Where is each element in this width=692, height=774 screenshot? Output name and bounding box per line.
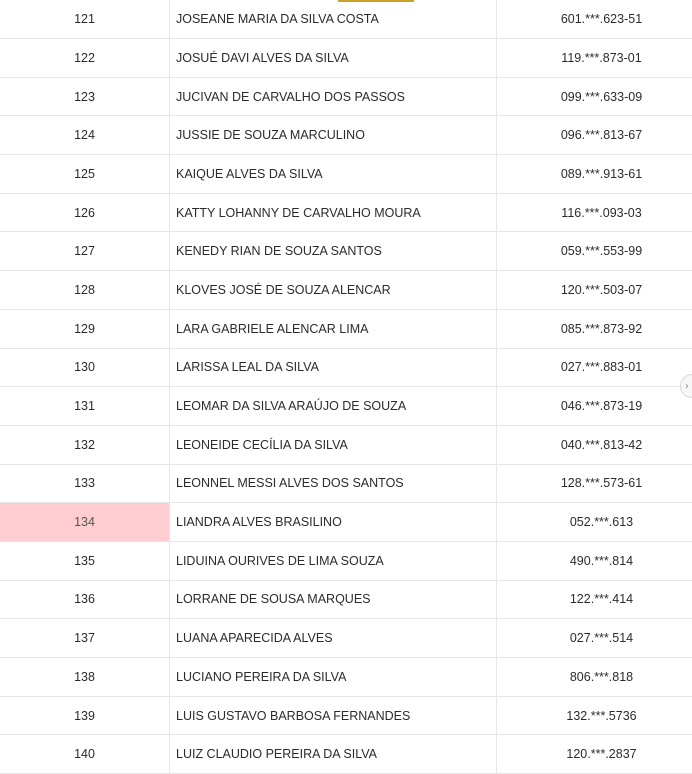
- name-cell: [169, 426, 496, 464]
- document-cell: [496, 426, 692, 464]
- document-cell: [496, 271, 692, 309]
- table-row: [0, 503, 692, 542]
- row-number-cell: [0, 735, 169, 773]
- row-number-cell: [0, 271, 169, 309]
- document-cell: [496, 232, 692, 270]
- document-cell: [496, 581, 692, 619]
- document-cell: [496, 310, 692, 348]
- masked-cpf: 132.***.5736: [566, 708, 637, 723]
- table-row: [0, 349, 692, 388]
- masked-cpf: 099.***.633-09: [560, 89, 643, 104]
- person-name: LUCIANO PEREIRA DA SILVA: [176, 669, 347, 684]
- row-number-cell: [0, 349, 169, 387]
- document-cell: [496, 697, 692, 735]
- masked-cpf: 027.***.883-01: [560, 360, 643, 375]
- masked-cpf: 085.***.873-92: [560, 321, 643, 336]
- masked-cpf: 116.***.093-03: [561, 205, 642, 220]
- row-number: 139: [74, 708, 95, 723]
- document-cell: [496, 387, 692, 425]
- row-number-cell: [0, 194, 169, 232]
- row-number-cell: [0, 426, 169, 464]
- name-cell: [169, 116, 496, 154]
- masked-cpf: 089.***.913-61: [560, 166, 643, 181]
- name-cell: [169, 465, 496, 503]
- person-name: LEONEIDE CECÍLIA DA SILVA: [176, 437, 348, 452]
- person-name: LIANDRA ALVES BRASILINO: [176, 515, 342, 530]
- person-name: KLOVES JOSÉ DE SOUZA ALENCAR: [176, 282, 391, 297]
- person-name: LUIZ CLAUDIO PEREIRA DA SILVA: [176, 747, 377, 762]
- row-number-cell: [0, 116, 169, 154]
- masked-cpf: 128.***.573-61: [560, 476, 643, 491]
- row-number: 136: [74, 592, 95, 607]
- person-name: KATTY LOHANNY DE CARVALHO MOURA: [176, 205, 421, 220]
- person-name: LORRANE DE SOUSA MARQUES: [176, 592, 371, 607]
- row-number: 133: [74, 476, 95, 491]
- masked-cpf: 046.***.873-19: [560, 399, 643, 414]
- person-name: LARISSA LEAL DA SILVA: [176, 360, 319, 375]
- name-cell: [169, 0, 496, 38]
- row-number-cell: [0, 387, 169, 425]
- masked-cpf: 027.***.514: [569, 631, 634, 646]
- person-name: LUANA APARECIDA ALVES: [176, 631, 333, 646]
- masked-cpf: 052.***.613: [569, 515, 634, 530]
- document-cell: [496, 39, 692, 77]
- row-number: 132: [74, 437, 95, 452]
- row-number-cell: [0, 619, 169, 657]
- name-cell: [169, 155, 496, 193]
- table-row: [0, 39, 692, 78]
- masked-cpf: 120.***.503-07: [560, 282, 643, 297]
- row-number: 137: [74, 631, 95, 646]
- person-name: JUCIVAN DE CARVALHO DOS PASSOS: [176, 89, 405, 104]
- table-row: [0, 155, 692, 194]
- table-row: [0, 116, 692, 155]
- table-row: [0, 465, 692, 504]
- table-row: [0, 310, 692, 349]
- name-cell: [169, 735, 496, 773]
- row-number: 135: [74, 553, 95, 568]
- name-cell: [169, 194, 496, 232]
- masked-cpf: 601.***.623-51: [560, 12, 643, 26]
- masked-cpf: 096.***.813-67: [560, 128, 643, 143]
- masked-cpf: 490.***.814: [569, 553, 634, 568]
- name-cell: [169, 78, 496, 116]
- document-cell: [496, 155, 692, 193]
- name-cell: [169, 232, 496, 270]
- document-cell: [496, 658, 692, 696]
- name-cell: [169, 697, 496, 735]
- person-name: LEONNEL MESSI ALVES DOS SANTOS: [176, 476, 404, 491]
- table-row: [0, 542, 692, 581]
- name-cell: [169, 619, 496, 657]
- row-number: 124: [74, 128, 95, 143]
- chevron-right-icon[interactable]: ›: [680, 374, 692, 398]
- person-name: LEOMAR DA SILVA ARAÚJO DE SOUZA: [176, 399, 407, 414]
- name-cell: [169, 310, 496, 348]
- document-cell: [496, 116, 692, 154]
- person-name: KAIQUE ALVES DA SILVA: [176, 166, 323, 181]
- row-number-cell: [0, 155, 169, 193]
- person-name: KENEDY RIAN DE SOUZA SANTOS: [176, 244, 382, 259]
- document-cell: [496, 349, 692, 387]
- table-row: [0, 697, 692, 736]
- row-number: 130: [74, 360, 95, 375]
- document-cell: [496, 735, 692, 773]
- masked-cpf: 806.***.818: [569, 669, 634, 684]
- table-row: [0, 0, 692, 39]
- table-row: [0, 581, 692, 620]
- masked-cpf: 122.***.414: [569, 592, 634, 607]
- table-row: [0, 232, 692, 271]
- person-name: JOSEANE MARIA DA SILVA COSTA: [176, 12, 379, 26]
- row-number-cell: [0, 0, 169, 38]
- row-number-cell: [0, 39, 169, 77]
- row-number: 127: [74, 244, 95, 259]
- person-name: LIDUINA OURIVES DE LIMA SOUZA: [176, 553, 384, 568]
- person-name: JUSSIE DE SOUZA MARCULINO: [176, 128, 365, 143]
- row-number-cell: [0, 232, 169, 270]
- row-number: 129: [74, 321, 95, 336]
- table-row: [0, 387, 692, 426]
- person-name: JOSUÉ DAVI ALVES DA SILVA: [176, 50, 349, 65]
- row-number-cell: [0, 78, 169, 116]
- person-name: LARA GABRIELE ALENCAR LIMA: [176, 321, 369, 336]
- row-number: 134: [74, 515, 95, 530]
- row-number-cell: [0, 310, 169, 348]
- document-cell: [496, 503, 692, 541]
- row-number: 121: [74, 12, 95, 26]
- table-row: [0, 735, 692, 774]
- row-number: 131: [74, 399, 95, 414]
- masked-cpf: 120.***.2837: [566, 747, 637, 762]
- document-cell: [496, 194, 692, 232]
- row-number: 122: [74, 50, 95, 65]
- document-cell: [496, 78, 692, 116]
- document-cell: [496, 0, 692, 38]
- table-row: [0, 658, 692, 697]
- document-cell: [496, 465, 692, 503]
- row-number: 126: [74, 205, 95, 220]
- row-number: 123: [74, 89, 95, 104]
- table-row: [0, 426, 692, 465]
- masked-cpf: 040.***.813-42: [560, 437, 643, 452]
- row-number-cell: [0, 542, 169, 580]
- name-cell: [169, 542, 496, 580]
- row-number-cell: [0, 581, 169, 619]
- row-number-cell: [0, 503, 169, 541]
- masked-cpf: 119.***.873-01: [561, 50, 642, 65]
- name-cell: [169, 581, 496, 619]
- document-cell: [496, 619, 692, 657]
- row-number: 128: [74, 282, 95, 297]
- row-number: 138: [74, 669, 95, 684]
- name-cell: [169, 39, 496, 77]
- table-row: [0, 194, 692, 233]
- person-name: LUIS GUSTAVO BARBOSA FERNANDES: [176, 708, 411, 723]
- row-number: 140: [74, 747, 95, 762]
- name-cell: [169, 503, 496, 541]
- masked-cpf: 059.***.553-99: [560, 244, 643, 259]
- table-row: [0, 271, 692, 310]
- name-cell: [169, 658, 496, 696]
- name-cell: [169, 387, 496, 425]
- row-number: 125: [74, 166, 95, 181]
- row-number-cell: [0, 658, 169, 696]
- row-number-cell: [0, 697, 169, 735]
- row-number-cell: [0, 465, 169, 503]
- name-cell: [169, 349, 496, 387]
- table-row: [0, 78, 692, 117]
- document-cell: [496, 542, 692, 580]
- name-cell: [169, 271, 496, 309]
- table-row: [0, 619, 692, 658]
